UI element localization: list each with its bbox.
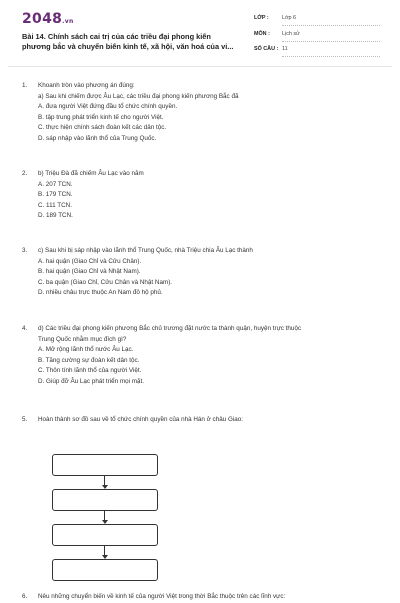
header-divider	[8, 66, 392, 67]
question-text: b) Triệu Đà đã chiếm Âu Lạc vào năm	[38, 170, 144, 177]
count-label: SỐ CÂU :	[254, 46, 279, 52]
count-field	[254, 45, 380, 57]
answer-option[interactable]: B. Tăng cường sự đoàn kết dân tộc.	[38, 356, 140, 364]
question-text: c) Sau khi bị sáp nhập vào lãnh thổ Trung Quốc, nhà Triệu chia Âu Lạc thành	[38, 247, 253, 254]
question-text: a) Sau khi chiếm được Âu Lạc, các triều đại phong kiến phương Bắc đã	[38, 92, 239, 100]
diagram-box-2[interactable]	[52, 489, 158, 511]
question-text: Nêu những chuyển biến về kinh tế của người Việt trong thời Bắc thuộc trên các lĩnh vực:	[38, 593, 286, 600]
count-underline	[282, 56, 380, 57]
answer-option[interactable]: C. ba quận (Giao Chỉ, Cửu Chân và Nhật Nam).	[38, 278, 173, 286]
count-value: 11	[282, 46, 288, 52]
answer-option[interactable]: C. Thôn tính lãnh thổ của người Việt.	[38, 367, 142, 375]
site-logo[interactable]	[22, 11, 74, 27]
question-text: d) Các triều đại phong kiến phương Bắc chủ trương đặt nước ta thành quận, huyện trực thuộc	[38, 325, 302, 332]
answer-option[interactable]: C. 111 TCN.	[38, 201, 72, 209]
answer-option[interactable]: C. thực hiện chính sách đoàn kết các dân tộc.	[38, 124, 167, 132]
class-underline	[282, 25, 380, 26]
question-text: Khoanh tròn vào phương án đúng:	[38, 82, 135, 89]
class-value: Lớp 6	[282, 15, 297, 21]
worksheet-title: Bài 14. Chính sách cai trị của các triều đại phong kiến phương bắc và chuyển biến kinh tế, xã hội, văn hoá của vi...	[22, 32, 234, 51]
question-text: Trung Quốc nhằm mục đích gì?	[38, 335, 127, 343]
question-number: 4.	[22, 325, 28, 332]
answer-option[interactable]: D. nhiều châu trực thuộc An Nam đô hộ phủ.	[38, 289, 163, 297]
answer-option[interactable]: D. 189 TCN.	[38, 212, 73, 220]
answer-option[interactable]: B. 179 TCN.	[38, 191, 73, 199]
logo-main: 2048	[22, 11, 63, 27]
subject-field	[254, 30, 380, 42]
answer-option[interactable]: A. 207 TCN.	[38, 180, 73, 188]
question-number: 2.	[22, 170, 28, 177]
logo-suffix: .vn	[62, 18, 74, 25]
answer-option[interactable]: B. hai quận (Giao Chỉ và Nhật Nam).	[38, 268, 141, 276]
class-label: LỚP :	[254, 15, 269, 21]
worksheet-header	[0, 0, 400, 66]
answer-option[interactable]: A. Mở rộng lãnh thổ nước Âu Lạc.	[38, 346, 134, 354]
class-field	[254, 14, 380, 26]
answer-option[interactable]: A. hai quận (Giao Chỉ và Cửu Chân).	[38, 257, 142, 265]
diagram-box-3[interactable]	[52, 524, 158, 546]
question-number: 5.	[22, 416, 28, 423]
question-number: 3.	[22, 247, 28, 254]
subject-value: Lịch sử	[282, 31, 300, 37]
question-text: Hoàn thành sơ đồ sau về tổ chức chính quyền của nhà Hán ở châu Giao:	[38, 416, 244, 423]
diagram-box-4[interactable]	[52, 559, 158, 581]
diagram-box-1[interactable]	[52, 454, 158, 476]
question-number: 6.	[22, 593, 28, 600]
answer-option[interactable]: D. Giúp đỡ Âu Lạc phát triển mọi mặt.	[38, 377, 144, 385]
question-number: 1.	[22, 82, 28, 89]
answer-option[interactable]: D. sáp nhập vào lãnh thổ của Trung Quốc.	[38, 134, 157, 142]
answer-option[interactable]: A. đưa người Việt đứng đầu tổ chức chính quyền.	[38, 103, 178, 111]
answer-option[interactable]: B. tập trung phát triển kinh tế cho người Việt.	[38, 113, 164, 121]
subject-underline	[282, 41, 380, 42]
subject-label: MÔN :	[254, 31, 270, 37]
government-structure-diagram	[52, 454, 158, 586]
